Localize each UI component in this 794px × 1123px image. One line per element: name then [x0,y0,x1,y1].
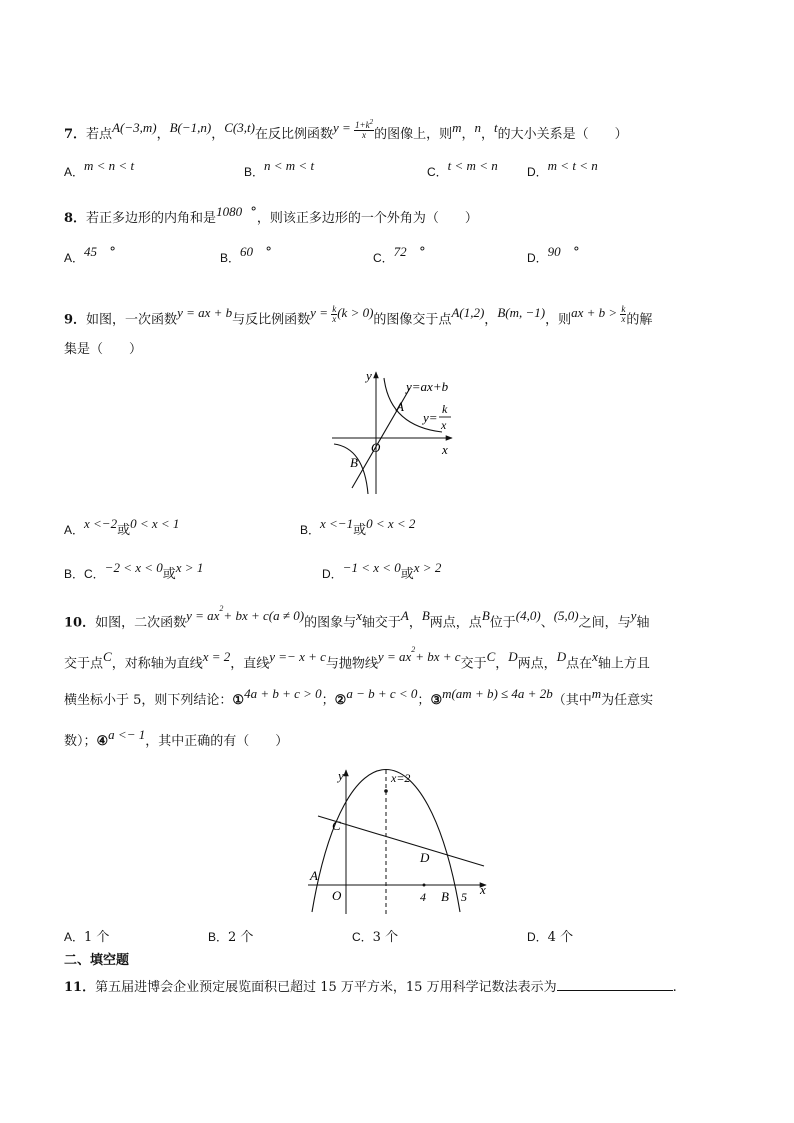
section-fill-in-title: 二、填空题 [64,953,130,968]
q9-option-b[interactable]: B．x <−1或0 < x < 2 [300,516,416,538]
q9-stem-line1: 9．如图，一次函数y = ax + b与反比例函数y = $\frac{k}{x}$ (k > 0)的图像交于点A(1,2)，B(m, −1)，则ax + b > $\frac{k}{x}$ 的解 [64,304,653,328]
q11-number: 11． [64,980,96,995]
q7-option-b[interactable]: B．n < m < t [244,158,315,179]
q7-function: y = $\frac{1+k^2}{x}$ [332,118,374,140]
q10-stem-line2: 交于点C，对称轴为直线x = 2，直线y =− x + c与抛物线$y = ax^2+$ bx + c交于C，D两点，D点在x轴上方且 [64,645,650,672]
q7-point-c: C(3,t) [224,119,255,135]
q9-inverse-function: y = $\frac{k}{x}$ (k > 0) [310,304,374,324]
q9-point-a-label: A [396,399,404,414]
q7-stem: 7．若点A(−3,m)，B(−1,n)，C(3,t)在反比例函数y = $\frac{1+k^2}{x}$ 的图像上，则m，n，t的大小关系是（ ） [64,118,628,142]
q9-option-a[interactable]: A．x <−2或0 < x < 1 [64,516,180,538]
q7-option-d[interactable]: D．m < t < n [527,158,598,179]
q10-x-label: x [480,882,486,897]
q9-inequality: ax + b > $\frac{k}{x}$ [571,304,626,324]
q10-point-b-label: B [441,889,449,904]
q10-option-a[interactable]: A．1 个 [64,930,110,945]
q9-number: 9． [64,312,87,328]
q10-option-c[interactable]: C．3 个 [352,930,399,945]
q9-curve-k: k [442,402,448,416]
q10-tick-5: 5 [461,890,467,904]
q10-line-cd [318,816,484,866]
q7-point-a: A(−3,m) [112,119,157,135]
q9-stem-line2: 集是（ ） [64,342,143,357]
q9-point-b-label: B [350,455,358,470]
q7-option-a[interactable]: A．m < n < t [64,158,135,179]
q7-point-b: B(−1,n) [169,119,212,135]
q10-sym-label: x=2 [391,771,411,785]
q9-option-d[interactable]: D．−1 < x < 0或x > 2 [322,560,442,582]
q10-stem-line1: 10．如图，二次函数$y = ax^2+$ bx + c(a ≠ 0)的图象与x轴交于A，B两点，点B位于(4,0)、(5,0)之间，与y轴 [64,604,650,631]
q8-number: 8． [64,211,87,226]
q10-stem-line4: 数）；④a <− 1，其中正确的有（ ） [64,727,289,749]
q10-number: 10． [64,615,96,631]
q9-graph [330,366,460,498]
q8-stem: 8．若正多边形的内角和是1080 °，则该正多边形的一个外角为（ ） [64,204,478,226]
q10-point-a-label: A [310,868,318,883]
q10-option-d[interactable]: D．4 个 [527,930,574,945]
q10-tick-4: 4 [420,890,426,904]
q10-y-label: y [338,768,344,783]
q9-y-label: y [366,368,372,383]
q9-curve-x: x [441,418,447,432]
q11-stem: 11．第五届进博会企业预定展览面积已超过 15 万平方米，15 万用科学记数法表示为 . [64,980,677,995]
q9-option-c[interactable]: B．C．−2 < x < 0或x > 1 [64,560,204,582]
q9-linear-function: y = ax + b [177,305,233,321]
q9-curve-label: y= [423,410,438,425]
q7-option-c[interactable]: C．t < m < n [427,158,498,179]
q11-answer-blank[interactable] [557,978,673,991]
q10-origin-label: O [332,888,342,903]
q9-origin-label: O [371,440,381,455]
q10-graph [304,764,500,916]
q10-point-c-label: C [332,818,341,833]
q9-line-label: y=ax+b [406,379,449,394]
q8-option-d[interactable]: D．90 ° [527,244,580,265]
q8-option-b[interactable]: B．60 ° [220,244,272,265]
q10-point-d-label: D [420,850,430,865]
q10-option-b[interactable]: B．2 个 [208,930,254,945]
q9-x-label: x [442,442,448,457]
q7-number: 7． [64,126,87,142]
q10-stem-line3: 横坐标小于 5，则下列结论：①4a + b + c > 0；②a − b + c < 0；③m(am + b) ≤ 4a + 2b（其中m为任意实 [64,686,654,708]
q8-option-a[interactable]: A．45 ° [64,244,116,265]
q8-option-c[interactable]: C．72 ° [373,244,426,265]
